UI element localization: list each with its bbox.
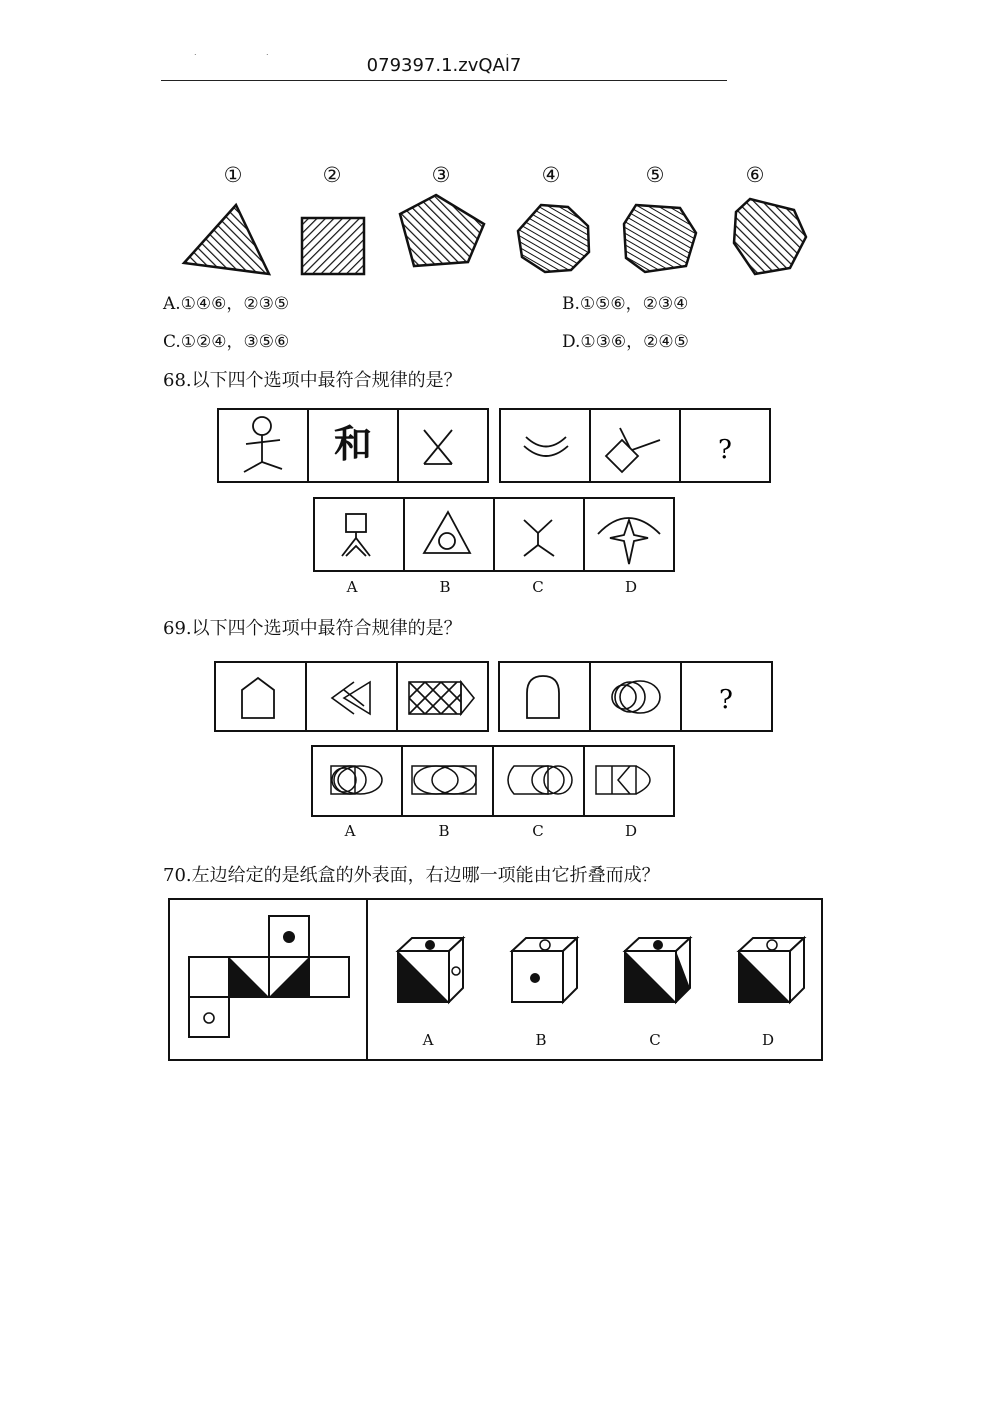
q68-letter-d[interactable]: D xyxy=(624,578,638,596)
header-title: 079397.1.zvQAl7 xyxy=(366,55,522,76)
q70-title: 70.左边给定的是纸盒的外表面，右边哪一项能由它折叠而成？ xyxy=(163,865,660,886)
q69-title: 69.以下四个选项中最符合规律的是？ xyxy=(163,618,462,639)
q70-letter-d[interactable]: D xyxy=(761,1031,775,1049)
q68-letter-b[interactable]: B xyxy=(439,578,451,596)
q68-question-mark: ? xyxy=(718,435,732,465)
hollow-dot-icon xyxy=(204,1013,214,1023)
q69-letter-a[interactable]: A xyxy=(344,822,356,840)
q68-letter-c[interactable]: C xyxy=(532,578,544,596)
figure-number-3: ③ xyxy=(431,163,451,187)
q68-title: 68.以下四个选项中最符合规律的是？ xyxy=(163,370,462,391)
header-tick: . xyxy=(266,48,269,57)
q69-question-mark: ? xyxy=(719,685,733,715)
filled-dot-icon xyxy=(283,931,295,943)
q67-option-b[interactable]: B.①⑤⑥，②③④ xyxy=(562,294,689,314)
q68-letter-a[interactable]: A xyxy=(346,578,358,596)
figure-number-2: ② xyxy=(322,163,342,187)
q67-option-d[interactable]: D.①③⑥，②④⑤ xyxy=(562,332,689,352)
q67-option-c[interactable]: C.①②④，③⑤⑥ xyxy=(163,332,290,352)
q68-char: 和 xyxy=(333,422,373,466)
figure-number-4: ④ xyxy=(541,163,561,187)
q69-letter-c[interactable]: C xyxy=(532,822,544,840)
q70-letter-a[interactable]: A xyxy=(422,1031,434,1049)
q70-letter-b[interactable]: B xyxy=(535,1031,547,1049)
header-tick: . xyxy=(194,48,197,57)
q67-option-a[interactable]: A.①④⑥，②③⑤ xyxy=(163,294,290,314)
figure-number-1: ① xyxy=(223,163,243,187)
header-tick: . xyxy=(506,48,509,57)
q69-letter-b[interactable]: B xyxy=(438,822,450,840)
figure-number-5: ⑤ xyxy=(645,163,665,187)
q69-letter-d[interactable]: D xyxy=(624,822,638,840)
q70-letter-c[interactable]: C xyxy=(649,1031,661,1049)
figure-number-6: ⑥ xyxy=(745,163,765,187)
